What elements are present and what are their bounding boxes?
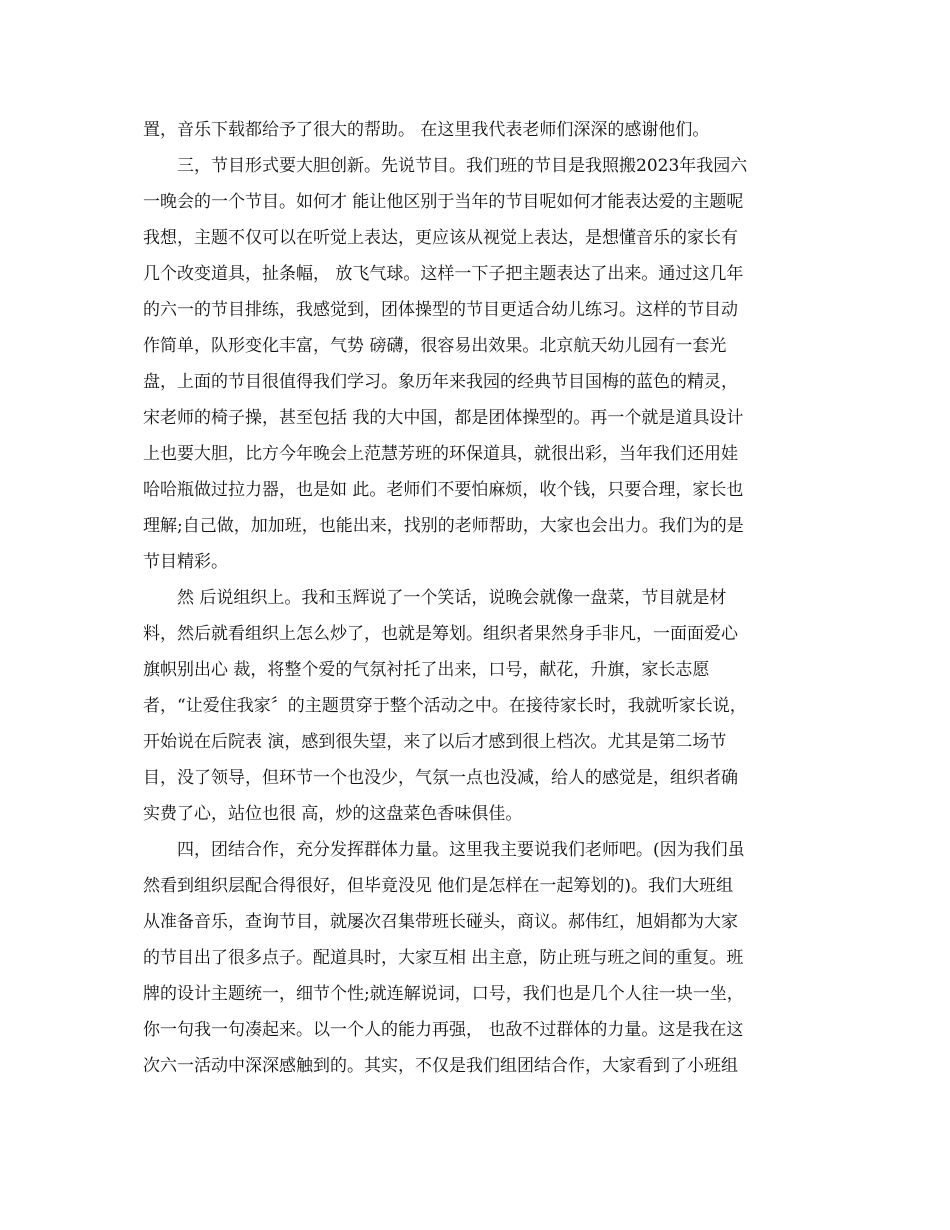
text-line: 几个改变道具，扯条幅， 放飞气球。这样一下子把主题表达了出来。通过这几年	[143, 264, 744, 284]
text-line: 次六一活动中深深感触到的。其实，不仅是我们组团结合作，大家看到了小班组	[143, 1056, 738, 1076]
text-line: 作简单，队形变化丰富，气势 磅礴，很容易出效果。北京航天幼儿园有一套光	[143, 336, 727, 356]
text-line: 盘，上面的节目很值得我们学习。象历年来我园的经典节目国梅的蓝色的精灵，	[143, 372, 738, 392]
document-body	[143, 112, 809, 1084]
text-line: 牌的设计主题统一，细节个性;就连解说词，口号，我们也是几个人往一块一坐，	[143, 984, 744, 1004]
text-line: 料，然后就看组织上怎么炒了，也就是筹划。组织者果然身手非凡，一面面爱心	[143, 624, 738, 644]
text-line: 然看到组织层配合得很好，但毕竟没见 他们是怎样在一起筹划的)。我们大班组	[143, 876, 734, 896]
text-line: 我想，主题不仅可以在听觉上表达，更应该从视觉上表达，是想懂音乐的家长有	[143, 228, 738, 248]
text-line: 开始说在后院表 演，感到很失望，来了以后才感到很上档次。尤其是第二场节	[143, 732, 727, 752]
text-line: 三，节目形式要大胆创新。先说节目。我们班的节目是我照搬2023年我园六	[143, 156, 748, 176]
text-line: 你一句我一句凑起来。以一个人的能力再强， 也敌不过群体的力量。这是我在这	[143, 1020, 744, 1040]
text-line: 置，音乐下载都给予了很大的帮助。 在这里我代表老师们深深的感谢他们。	[143, 120, 710, 140]
text-line: 从准备音乐，查询节目，就屡次召集带班长碰头，商议。郝伟红，旭娟都为大家	[143, 912, 738, 932]
text-line: 四，团结合作，充分发挥群体力量。这里我主要说我们老师吧。(因为我们虽	[143, 840, 745, 860]
text-line: 上也要大胆，比方今年晚会上范慧芳班的环保道具，就很出彩，当年我们还用娃	[143, 444, 738, 464]
text-line: 宋老师的椅子操，甚至包括 我的大中国，都是团体操型的。再一个就是道具设计	[143, 408, 744, 428]
text-line: 的六一的节目排练，我感觉到，团体操型的节目更适合幼儿练习。这样的节目动	[143, 300, 738, 320]
text-line: 哈哈瓶做过拉力器，也是如 此。老师们不要怕麻烦，收个钱，只要合理，家长也	[143, 480, 744, 500]
text-line: 理解;自己做，加加班，也能出来，找别的老师帮助，大家也会出力。我们为的是	[143, 516, 744, 536]
text-line: 的节目出了很多点子。配道具时，大家互相 出主意，防止班与班之间的重复。班	[143, 948, 744, 968]
text-line: 者，“让爱住我家〞的主题贯穿于整个活动之中。在接待家长时，我就听家长说，	[143, 696, 747, 716]
text-line: 节目精彩。	[143, 552, 228, 572]
text-line: 旗帜别出心 裁，将整个爱的气氛衬托了出来，口号，献花，升旗，家长志愿	[143, 660, 710, 680]
text-line: 一晚会的一个节目。如何才 能让他区别于当年的节目呢如何才能表达爱的主题呢	[143, 192, 744, 212]
text-line: 目，没了领导，但环节一个也没少，气氛一点也没减，给人的感觉是，组织者确	[143, 768, 738, 788]
text-line: 然 后说组织上。我和玉辉说了一个笑话，说晚会就像一盘菜，节目就是材	[143, 588, 727, 608]
text-line: 实费了心，站位也很 高，炒的这盘菜色香味俱佳。	[143, 804, 523, 824]
